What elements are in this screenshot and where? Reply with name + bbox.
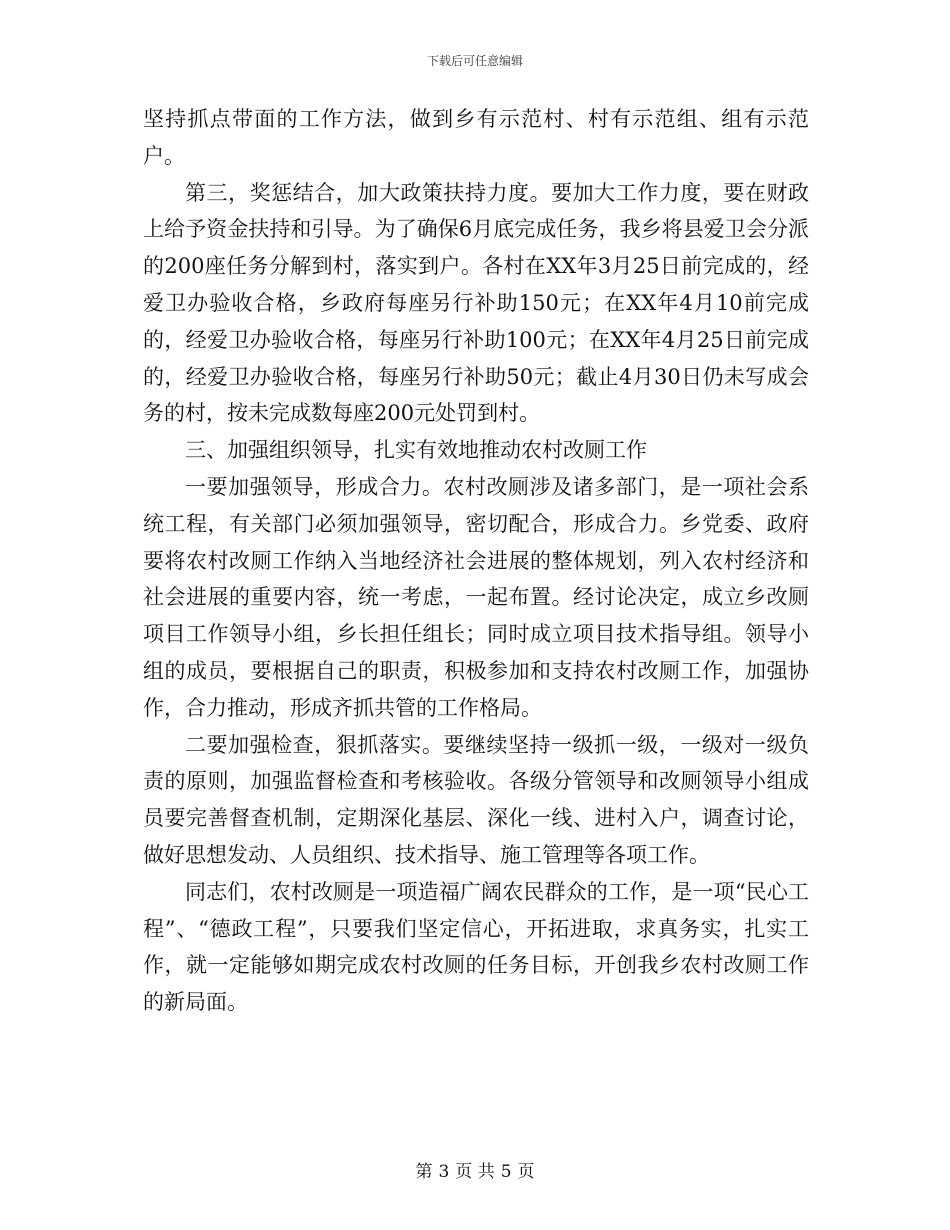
footer-prefix: 第 <box>415 1162 433 1182</box>
footer-suffix: 页 <box>517 1162 535 1182</box>
footer-current-page: 3 <box>438 1162 450 1182</box>
paragraph-leadership: 一要加强领导，形成合力。农村改厕涉及诸多部门，是一项社会系统工程，有关部门必须加强领导，密切配合，形成合力。乡党委、政府要将农村改厕工作纳入当地经济社会进展的整体规划，列入农村经济和社会进展的重要内容，统一考虑，一起布置。经讨论决定，成立乡改厕项目工作领导小组，乡长担任组长；同时成立项目技术指导组。领导小组的成员，要根据自己的职责，积极参加和支持农村改厕工作，加强协作，合力推动，形成齐抓共管的工作格局。 <box>143 474 809 720</box>
footer-total-pages: 5 <box>500 1162 512 1182</box>
paragraph-continuation: 坚持抓点带面的工作方法，做到乡有示范村、村有示范组、组有示范户。 <box>143 107 809 168</box>
document-body <box>143 101 809 1021</box>
paragraph-policy-support: 第三，奖惩结合，加大政策扶持力度。要加大工作力度，要在财政上给予资金扶持和引导。为了确保6月底完成任务，我乡将县爱卫会分派的200座任务分解到村，落实到户。各村在XX年3月25日前完成的，经爱卫办验收合格，乡政府每座另行补助150元；在XX年4月10前完成的，经爱卫办验收合格，每座另行补助100元；在XX年4月25日前完成的，经爱卫办验收合格，每座另行补助50元；截止4月30日仍未写成会务的村，按未完成数每座200元处罚到村。 <box>143 180 809 426</box>
section-heading-organization: 三、加强组织领导，扎实有效地推动农村改厕工作 <box>185 438 647 463</box>
page-header-note: 下载后可任意编辑 <box>426 54 523 68</box>
page-footer <box>0 1157 950 1182</box>
paragraph-closing: 同志们，农村改厕是一项造福广阔农民群众的工作，是一项“民心工程”、“德政工程”，只要我们坚定信心，开拓进取，求真务实，扎实工作，就一定能够如期完成农村改厕的任务目标，开创我乡农村改厕工作的新局面。 <box>143 879 809 1015</box>
footer-middle: 页 共 <box>455 1162 495 1182</box>
paragraph-inspection: 二要加强检查，狠抓落实。要继续坚持一级抓一级，一级对一级负责的原则，加强监督检查和考核验收。各级分管领导和改厕领导小组成员要完善督查机制，定期深化基层、深化一线、进村入户，调查讨论，做好思想发动、人员组织、技术指导、施工管理等各项工作。 <box>143 732 809 867</box>
